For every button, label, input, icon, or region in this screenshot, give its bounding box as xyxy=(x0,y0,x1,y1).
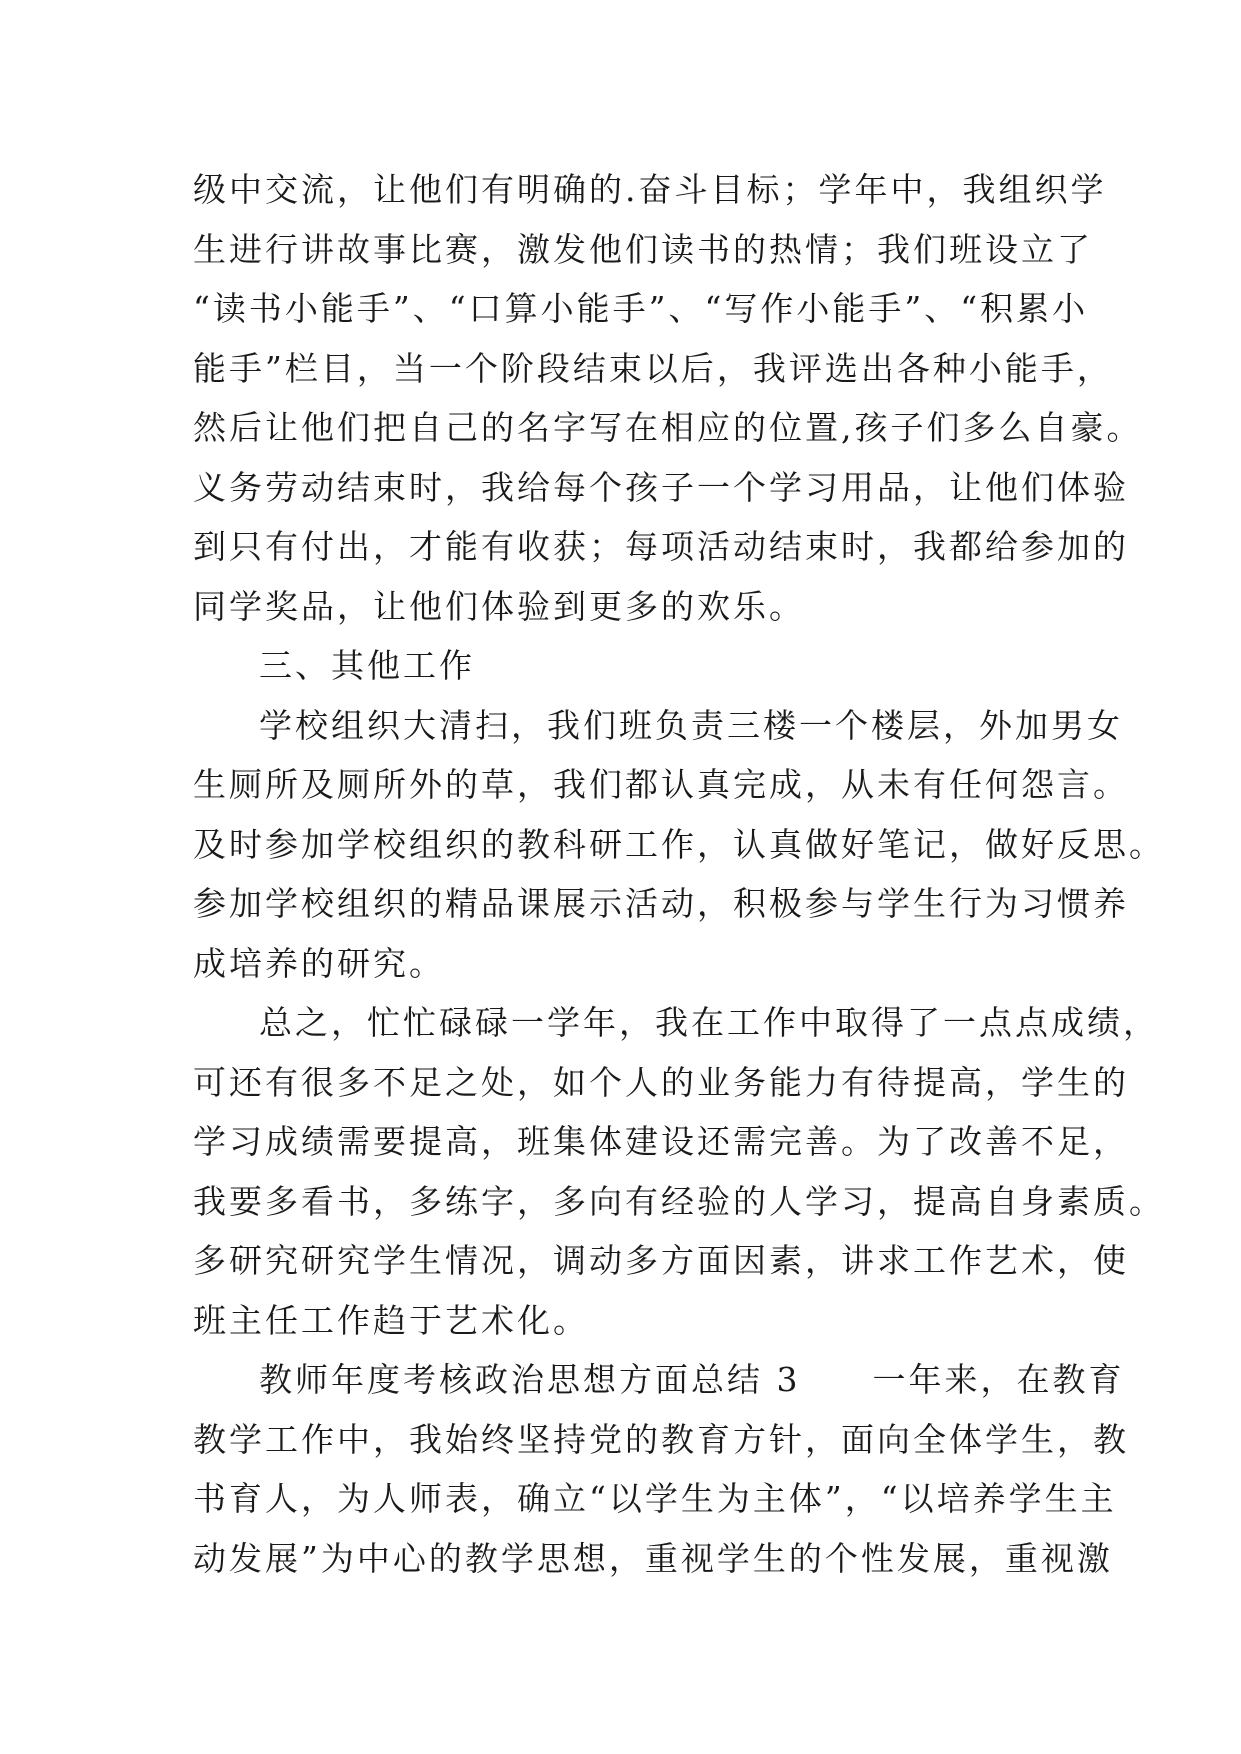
text-line: 学校组织大清扫，我们班负责三楼一个楼层，外加男女 xyxy=(259,705,1123,745)
text-line: 义务劳动结束时，我给每个孩子一个学习用品，让他们体验 xyxy=(193,467,1129,507)
text-line: 总之，忙忙碌碌一学年，我在工作中取得了一点点成绩， xyxy=(259,1003,1159,1042)
text-line: 同学奖品，让他们体验到更多的欢乐。 xyxy=(193,586,805,626)
text-line: 能手”栏目，当一个阶段结束以后，我评选出各种小能手， xyxy=(193,348,1113,388)
text-line: 教师年度考核政治思想方面总结 3 一年来，在教育 xyxy=(259,1360,1125,1399)
text-line: 我要多看书，多练字，多向有经验的人学习，提高自身素质。 xyxy=(193,1181,1165,1221)
text-line: 生厕所及厕所外的草，我们都认真完成，从未有任何怨言。 xyxy=(193,765,1129,804)
text-line: 班主任工作趋于艺术化。 xyxy=(193,1300,589,1340)
text-line: 多研究研究学生情况，调动多方面因素，讲求工作艺术，使 xyxy=(193,1241,1129,1280)
text-line: 级中交流，让他们有明确的.奋斗目标；学年中，我组织学 xyxy=(193,170,1107,209)
text-line: 书育人，为人师表，确立“以学生为主体”，“以培养学生主 xyxy=(193,1479,1117,1518)
text-line: 学习成绩需要提高，班集体建设还需完善。为了改善不足， xyxy=(193,1122,1129,1161)
text-line: 可还有很多不足之处，如个人的业务能力有待提高，学生的 xyxy=(193,1062,1129,1102)
text-line: 及时参加学校组织的教科研工作，认真做好笔记，做好反思。 xyxy=(193,824,1165,864)
text-line: 生进行讲故事比赛，激发他们读书的热情；我们班设立了 xyxy=(193,229,1093,269)
body-text xyxy=(193,160,1165,1588)
text-line: 动发展”为中心的教学思想，重视学生的个性发展，重视激 xyxy=(193,1538,1113,1578)
section-heading: 三、其他工作 xyxy=(259,646,475,685)
text-line: “读书小能手”、“口算小能手”、“写作小能手”、“积累小 xyxy=(193,289,1089,328)
text-line: 教学工作中，我始终坚持党的教育方针，面向全体学生，教 xyxy=(193,1419,1129,1459)
text-line: 到只有付出，才能有收获；每项活动结束时，我都给参加的 xyxy=(193,527,1129,566)
text-line: 然后让他们把自己的名字写在相应的位置,孩子们多么自豪。 xyxy=(193,408,1143,447)
text-line: 参加学校组织的精品课展示活动，积极参与学生行为习惯养 xyxy=(193,884,1129,923)
text-line: 成培养的研究。 xyxy=(193,943,445,983)
